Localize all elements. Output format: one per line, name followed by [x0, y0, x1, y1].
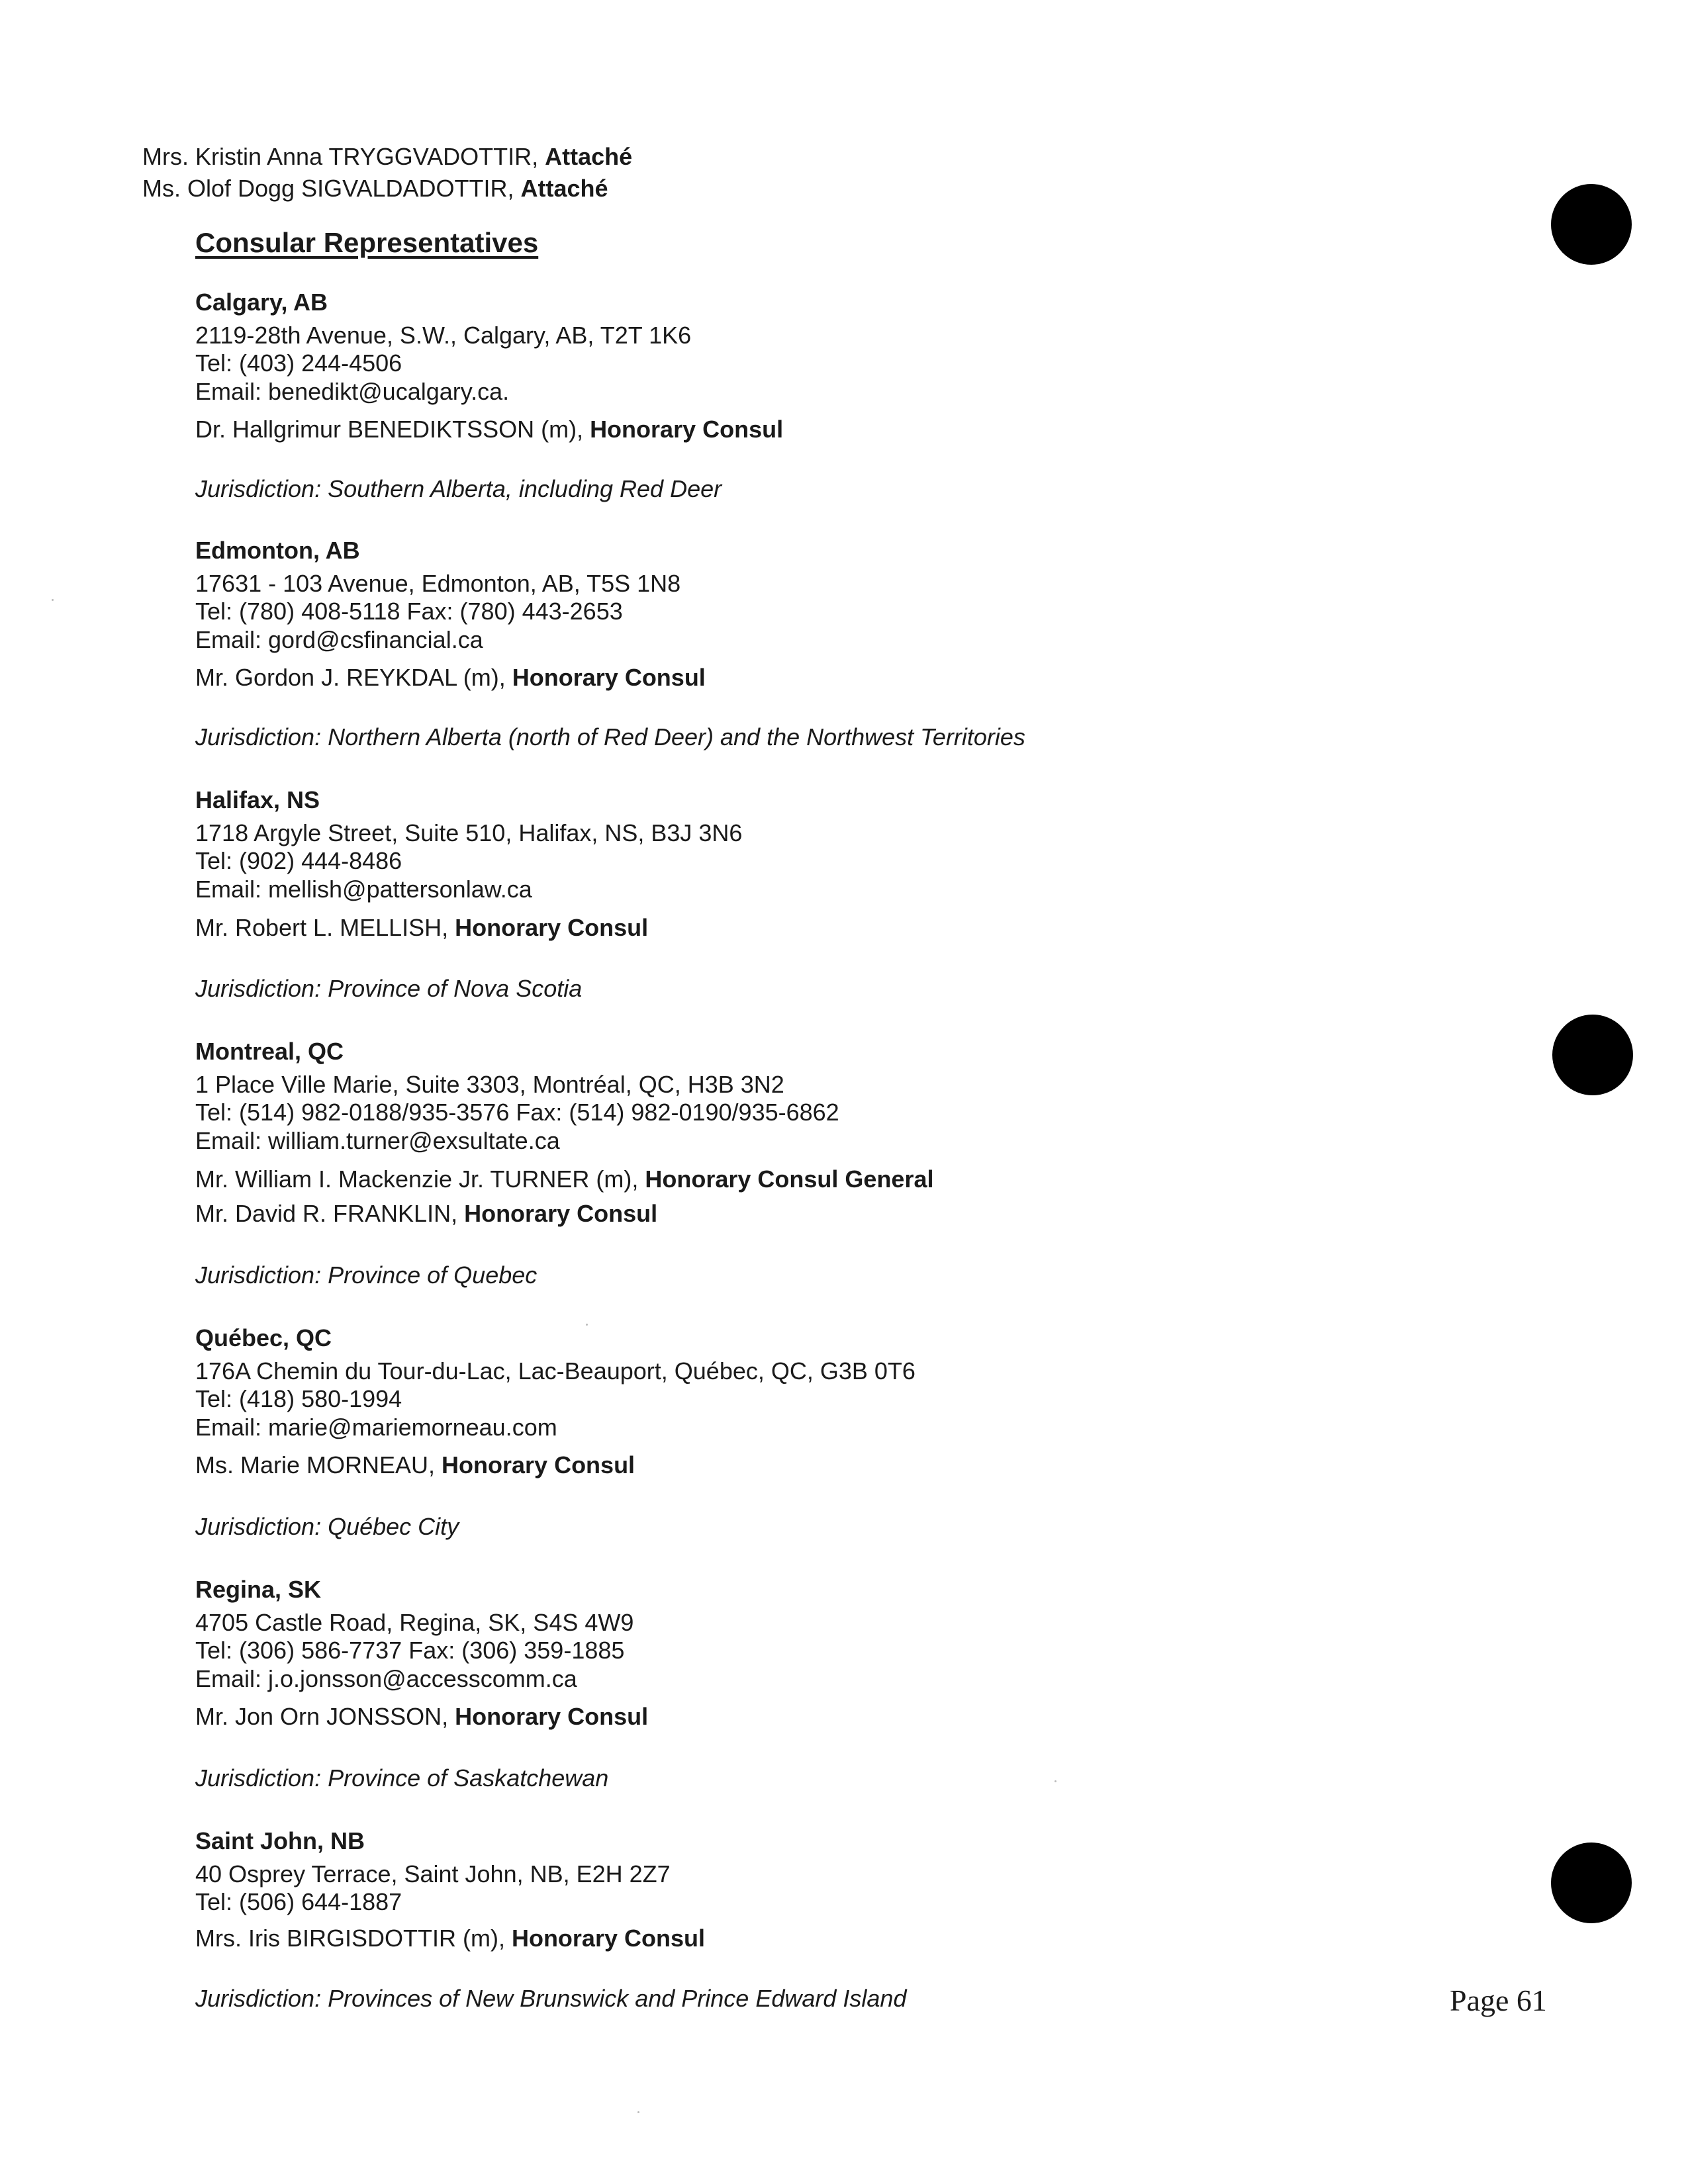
consulate-address: 17631 - 103 Avenue, Edmonton, AB, T5S 1N8 [195, 570, 681, 597]
consulate-phone: Tel: (902) 444-8486 [195, 847, 402, 874]
punch-hole [1552, 1015, 1633, 1095]
scan-speck [52, 599, 54, 601]
consulate-jurisdiction: Jurisdiction: Province of Nova Scotia [195, 975, 583, 1002]
consulate-email: Email: william.turner@exsultate.ca [195, 1127, 560, 1154]
consul-entry [195, 1924, 705, 1953]
consulate-city: Regina, SK [195, 1576, 322, 1603]
consulate-city: Québec, QC [195, 1324, 332, 1351]
consul-title: Honorary Consul [442, 1451, 635, 1479]
consul-name: Mr. Jon Orn JONSSON, [195, 1703, 455, 1730]
consulate-address: 176A Chemin du Tour-du-Lac, Lac-Beauport, Québec, QC, G3B 0T6 [195, 1357, 915, 1385]
consulate-email: Email: j.o.jonsson@accesscomm.ca [195, 1665, 577, 1692]
consulate-address: 1 Place Ville Marie, Suite 3303, Montréal, QC, H3B 3N2 [195, 1071, 784, 1098]
consulate-address: 40 Osprey Terrace, Saint John, NB, E2H 2Z7 [195, 1860, 671, 1888]
consulate-jurisdiction: Jurisdiction: Québec City [195, 1513, 459, 1540]
page-number: Page 61 [1450, 1983, 1547, 2017]
staff-title: Attaché [545, 143, 633, 170]
consulate-jurisdiction: Jurisdiction: Provinces of New Brunswick and Prince Edward Island [195, 1985, 907, 2012]
consular-section [195, 0, 1453, 2184]
consul-title: Honorary Consul [511, 1925, 705, 1952]
consulate-phone: Tel: (306) 586-7737 Fax: (306) 359-1885 [195, 1637, 625, 1664]
consul-title: Honorary Consul [464, 1200, 658, 1227]
consul-title: Honorary Consul [455, 1703, 649, 1730]
consulate-phone: Tel: (514) 982-0188/935-3576 Fax: (514) 982-0190/935-6862 [195, 1099, 839, 1126]
consul-name: Mr. Robert L. MELLISH, [195, 914, 455, 941]
consulate-phone: Tel: (403) 244-4506 [195, 349, 402, 377]
consul-title: Honorary Consul [455, 914, 649, 941]
punch-hole [1551, 184, 1632, 265]
consulate-city: Edmonton, AB [195, 537, 360, 564]
consul-name: Dr. Hallgrimur BENEDIKTSSON (m), [195, 416, 590, 443]
consulate-city: Saint John, NB [195, 1827, 365, 1854]
scan-speck [637, 2111, 639, 2113]
consul-entry [195, 913, 648, 942]
consulate-email: Email: gord@csfinancial.ca [195, 626, 483, 653]
consulate-jurisdiction: Jurisdiction: Northern Alberta (north of Red Deer) and the Northwest Territories [195, 723, 1025, 751]
consul-title: Honorary Consul [590, 416, 784, 443]
consul-name: Mr. William I. Mackenzie Jr. TURNER (m), [195, 1165, 645, 1193]
staff-name: Ms. Olof Dogg SIGVALDADOTTIR, [142, 175, 521, 202]
scan-speck [586, 1324, 588, 1326]
consulate-address: 4705 Castle Road, Regina, SK, S4S 4W9 [195, 1609, 634, 1636]
consulate-city: Halifax, NS [195, 786, 320, 813]
consulate-city: Calgary, AB [195, 289, 328, 316]
section-heading: Consular Representatives [195, 227, 539, 258]
consulate-jurisdiction: Jurisdiction: Province of Saskatchewan [195, 1764, 609, 1792]
consul-entry [195, 1702, 648, 1731]
consulate-address: 2119-28th Avenue, S.W., Calgary, AB, T2T 1K6 [195, 322, 692, 349]
consul-name: Mr. David R. FRANKLIN, [195, 1200, 465, 1227]
consulate-jurisdiction: Jurisdiction: Province of Quebec [195, 1261, 538, 1289]
punch-hole [1551, 1843, 1632, 1923]
consulate-address: 1718 Argyle Street, Suite 510, Halifax, NS, B3J 3N6 [195, 819, 743, 846]
consul-entry [195, 1199, 657, 1228]
consul-entry [195, 415, 783, 444]
consul-entry [195, 1451, 635, 1480]
staff-name: Mrs. Kristin Anna TRYGGVADOTTIR, [142, 143, 545, 170]
consulate-email: Email: marie@mariemorneau.com [195, 1414, 557, 1441]
consul-title: Honorary Consul General [645, 1165, 934, 1193]
consul-title: Honorary Consul [512, 664, 706, 691]
consul-name: Mrs. Iris BIRGISDOTTIR (m), [195, 1925, 512, 1952]
consul-name: Ms. Marie MORNEAU, [195, 1451, 442, 1479]
consul-entry [195, 1165, 934, 1194]
consulate-phone: Tel: (506) 644-1887 [195, 1888, 402, 1915]
consulate-email: Email: benedikt@ucalgary.ca. [195, 378, 510, 405]
consulate-city: Montreal, QC [195, 1038, 344, 1065]
consulate-email: Email: mellish@pattersonlaw.ca [195, 876, 532, 903]
consul-name: Mr. Gordon J. REYKDAL (m), [195, 664, 512, 691]
consulate-phone: Tel: (780) 408-5118 Fax: (780) 443-2653 [195, 598, 623, 625]
scan-speck [1055, 1780, 1056, 1782]
consulate-phone: Tel: (418) 580-1994 [195, 1385, 402, 1412]
staff-title: Attaché [520, 175, 608, 202]
consulate-jurisdiction: Jurisdiction: Southern Alberta, including Red Deer [195, 475, 722, 502]
consul-entry [195, 663, 706, 692]
